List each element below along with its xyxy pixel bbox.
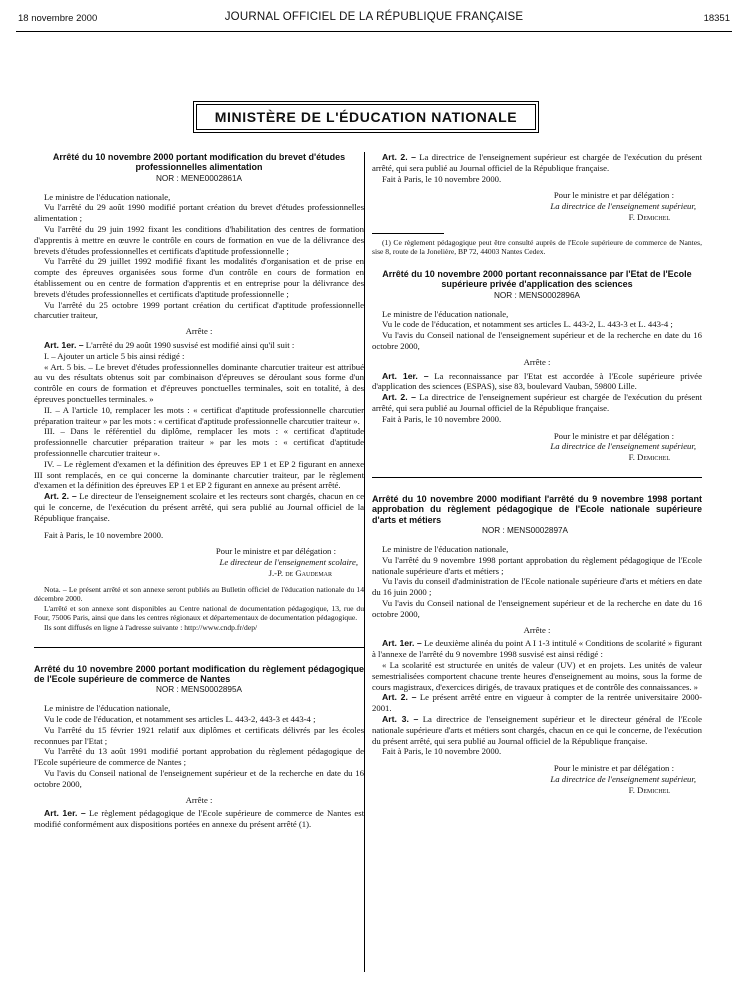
article-text: Le règlement pédagogique de l'Ecole supérieure de commerce de Nantes est modifié conformément aux dispositions portées en annexe du présent arrêté (1).	[34, 808, 364, 830]
decree-title: Arrêté du 10 novembre 2000 portant modification du règlement pédagogique de l'Ecole supérieure de commerce de Nantes	[34, 663, 364, 685]
article-label: Art. 1er. –	[44, 808, 86, 819]
signature-role: La directrice de l'enseignement supérieur,	[550, 441, 696, 452]
arrete-label: Arrête :	[523, 624, 551, 635]
nor-reference: NOR : MENS0002895A	[155, 685, 242, 695]
decree-esc-nantes-continued	[372, 152, 702, 257]
signature-delegation: Pour le ministre et par délégation :	[215, 546, 336, 557]
signature-role: La directrice de l'enseignement supérieur,	[550, 773, 696, 784]
article-text: La directrice de l'enseignement supérieur est chargée de l'exécution du présent arrêté, qui sera publié au Journal officiel de la République française.	[372, 152, 702, 173]
arrete-label: Arrête :	[185, 326, 213, 337]
paragraph: Vu l'arrêté du 9 novembre 1998 portant approbation du règlement pédagogique de l'Ecole nationale supérieure d'arts et métiers ;	[372, 554, 702, 576]
decree-bep-alimentation	[34, 152, 364, 633]
signature-delegation: Pour le ministre et par délégation :	[553, 763, 674, 774]
article-2	[372, 692, 702, 714]
signature-role: La directrice de l'enseignement supérieur,	[550, 201, 696, 212]
arrete-label: Arrête :	[185, 794, 213, 805]
fait-a-paris: Fait à Paris, le 10 novembre 2000.	[382, 173, 502, 184]
article-label: Art. 2. –	[382, 692, 417, 703]
article-1	[34, 808, 364, 830]
paragraph: Vu l'arrêté du 29 juin 1992 fixant les conditions d'habilitation des centres de formation d'apprentis à mettre en œuvre le contrôle en cours de formation en vue de la délivrance des brevets d'études professionnelles et certificats d'aptitude professionnelle ;	[34, 224, 364, 256]
article-1	[34, 340, 364, 351]
paragraph: Vu l'arrêté du 25 octobre 1999 portant création du certificat d'aptitude professionnelle charcutier traiteur,	[34, 299, 364, 321]
article-label: Art. 1er. –	[382, 638, 422, 649]
paragraph: IV. – Le règlement d'examen et la définition des épreuves EP 1 et EP 2 figurant en annexe III sont remplacés, en ce qui concerne la dominante charcutier traiteur, par le règlement d'examen et la définition des épreuves EP 1 et EP 2 figurant en annexe au présent arrêté.	[34, 458, 364, 491]
decree-title: Arrêté du 10 novembre 2000 portant reconnaissance par l'Etat de l'Ecole supérieure privée d'application des sciences	[382, 268, 692, 290]
arrete-label: Arrête :	[523, 356, 551, 367]
decree-esc-nantes	[34, 664, 364, 830]
decree-espas	[372, 269, 702, 463]
paragraph: Vu l'avis du Conseil national de l'enseignement supérieur et de la recherche en date du 16 octobre 2000,	[34, 768, 364, 789]
section-separator	[34, 647, 364, 648]
article-1	[372, 371, 702, 393]
paragraph: Vu le code de l'éducation, et notamment ses articles L. 443-2, L. 443-3 et L. 443-4 ;	[382, 319, 673, 330]
header-title: JOURNAL OFFICIEL DE LA RÉPUBLIQUE FRANÇAISE	[224, 11, 524, 23]
paragraph: Le ministre de l'éducation nationale,	[44, 703, 171, 714]
paragraph: I. – Ajouter un article 5 bis ainsi rédigé :	[44, 350, 185, 361]
article-2	[34, 491, 364, 523]
nota-note: Nota. – Le présent arrêté et son annexe seront publiés au Bulletin officiel de l'éducation nationale du 14 décembre 2000.	[34, 584, 364, 604]
footnote-rule	[372, 233, 444, 234]
footnote: (1) Ce règlement pédagogique peut être consulté auprès de l'Ecole supérieure de commerce de Nantes, sise 8, route de la Jonelière, BP 72, 44003 Nantes Cedex.	[372, 237, 702, 257]
paragraph: III. – Dans le référentiel du diplôme, remplacer les mots : « certificat d'aptitude professionnelle charcutier préparation traiteur » par les mots : « certificat d'aptitude professionnelle charcutier traiteur ».	[34, 426, 364, 458]
ministry-heading: MINISTÈRE DE L'ÉDUCATION NATIONALE	[196, 104, 536, 130]
section-separator	[372, 477, 702, 478]
paragraph: Vu l'arrêté du 29 juillet 1992 modifié fixant les modalités d'organisation et de prise en compte des épreuves organisées sous forme d'un contrôle en cours de formation en établissement ou en centre de formation d'apprentis et en entreprise pour la délivrance des brevets d'études professionnelles et certificats d'aptitude professionnelle ;	[34, 256, 364, 299]
article-text: La directrice de l'enseignement supérieur est chargée de l'exécution du présent arrêté, qui sera publié au Journal officiel de la République française.	[372, 392, 702, 413]
header-date: 18 novembre 2000	[18, 13, 98, 24]
signature-delegation: Pour le ministre et par délégation :	[553, 430, 674, 441]
signature-role: Le directeur de l'enseignement scolaire,	[219, 557, 358, 568]
paragraph: Vu l'arrêté du 15 février 1921 relatif aux diplômes et certificats délivrés par les écoles reconnues par l'Etat ;	[34, 724, 364, 746]
paragraph: Vu l'avis du Conseil national de l'enseignement supérieur et de la recherche en date du 16 octobre 2000,	[372, 330, 702, 351]
fait-a-paris: Fait à Paris, le 10 novembre 2000.	[382, 413, 502, 424]
paragraph: Vu l'arrêté du 29 août 1990 modifié portant création du brevet d'études professionnelles alimentation ;	[34, 202, 364, 224]
article-text: Le deuxième alinéa du point A I 1-3 intitulé « Conditions de scolarité » figurant à l'annexe de l'arrêté du 9 novembre 1998 susvisé est ainsi rédigé :	[372, 638, 702, 660]
nor-reference: NOR : MENE0002861A	[155, 173, 242, 183]
fait-a-paris: Fait à Paris, le 10 novembre 2000.	[382, 746, 502, 757]
paragraph: Le ministre de l'éducation nationale,	[44, 191, 171, 202]
article-label: Art. 2. –	[44, 491, 77, 502]
article-text: La reconnaissance par l'Etat est accordée à l'Ecole supérieure privée d'application des sciences (ESPAS), sise 83, boulevard Vauban, 59800 Lille.	[372, 370, 702, 392]
paragraph: Vu l'arrêté du 13 août 1991 modifié portant approbation du règlement pédagogique de l'Ecole supérieure de commerce de Nantes ;	[34, 746, 364, 768]
nota-note: Ils sont diffusés en ligne à l'adresse suivante : http://www.cndp.fr/dep/	[44, 623, 258, 633]
paragraph: Vu l'avis du conseil d'administration de l'Ecole nationale supérieure d'arts et métiers en date du 16 juin 2000 ;	[372, 576, 702, 598]
signature-name: F. Demichel	[628, 784, 670, 795]
article-label: Art. 2. –	[382, 152, 416, 162]
nor-reference: NOR : MENS0002897A	[482, 526, 569, 536]
article-label: Art. 2. –	[382, 392, 416, 403]
article-label: Art. 3. –	[382, 713, 419, 724]
left-column	[34, 152, 364, 830]
signature-name: F. Demichel	[628, 452, 670, 463]
article-label: Art. 1er. –	[382, 370, 429, 381]
fait-a-paris: Fait à Paris, le 10 novembre 2000.	[44, 529, 164, 540]
nota-note: L'arrêté et son annexe sont disponibles au Centre national de documentation pédagogique, 13, rue du Four, 75006 Paris, ainsi que dans les centres régionaux et départementaux de documentation pédagogique.	[34, 603, 364, 623]
right-column	[372, 152, 702, 795]
nor-reference: NOR : MENS0002896A	[493, 290, 580, 300]
article-text: Le présent arrêté entre en vigueur à compter de la rentrée universitaire 2000-2001.	[372, 692, 702, 714]
signature-name: F. Demichel	[628, 211, 670, 222]
paragraph: Le ministre de l'éducation nationale,	[382, 308, 509, 319]
article-3	[372, 714, 702, 746]
decree-title: Arrêté du 10 novembre 2000 portant modification du brevet d'études professionnelles alimentation	[52, 152, 346, 173]
article-2	[372, 152, 702, 174]
header-rule	[16, 31, 732, 32]
signature-delegation: Pour le ministre et par délégation :	[553, 190, 674, 201]
decree-ensam	[372, 494, 702, 796]
header-page-number: 18351	[703, 13, 730, 24]
quoted-paragraph: « La scolarité est structurée en unités de valeur (UV) et en projets. Les unités de valeur semestrialisées comportent chacune trente heures d'enseignement au moins, sous la forme de cours magistraux, d'exercices dirigés, de travaux pratiques et de contrôle des connaissances. »	[372, 659, 702, 692]
column-divider	[364, 152, 365, 972]
article-text: L'arrêté du 29 août 1990 susvisé est modifié ainsi qu'il suit :	[83, 339, 295, 350]
paragraph: Vu l'avis du Conseil national de l'enseignement supérieur et de la recherche en date du 16 octobre 2000,	[372, 597, 702, 619]
paragraph: II. – A l'article 10, remplacer les mots : « certificat d'aptitude professionnelle charcutier préparation traiteur » par les mots : « certificat d'aptitude professionnelle charcutier traiteur ».	[34, 404, 364, 426]
paragraph: Vu le code de l'éducation, et notamment ses articles L. 443-2, 443-3 et 443-4 ;	[44, 714, 316, 725]
paragraph: « Art. 5 bis. – Le brevet d'études professionnelles dominante charcutier traiteur est attribué au vu des résultats obtenus soit par combinaison d'épreuves se déroulant sous forme d'un contrôle en cours de formation et d'épreuves ponctuelles terminales, soit en totalité, à des épreuves ponctuelles terminales. »	[34, 361, 364, 404]
decree-title: Arrêté du 10 novembre 2000 modifiant l'arrêté du 9 novembre 1998 portant approbation du règlement pédagogique de l'Ecole nationale supérieure d'arts et métiers	[372, 493, 702, 525]
article-label: Art. 1er. –	[44, 339, 84, 350]
article-2	[372, 392, 702, 414]
page-header	[0, 0, 748, 30]
article-text: La directrice de l'enseignement supérieur et le directeur général de l'Ecole nationale supérieure d'arts et métiers sont chargés, chacun en ce qui le concerne, de l'exécution du présent arrêté, qui sera publié au Journal officiel de la République française.	[372, 713, 702, 746]
paragraph: Le ministre de l'éducation nationale,	[382, 543, 509, 554]
article-1	[372, 638, 702, 660]
signature-name: J.-P. de Gaudemar	[268, 567, 332, 578]
article-text: Le directeur de l'enseignement scolaire et les recteurs sont chargés, chacun en ce qui le concerne, de l'exécution du présent arrêté, qui sera publié au Journal officiel de la République française.	[34, 491, 365, 523]
